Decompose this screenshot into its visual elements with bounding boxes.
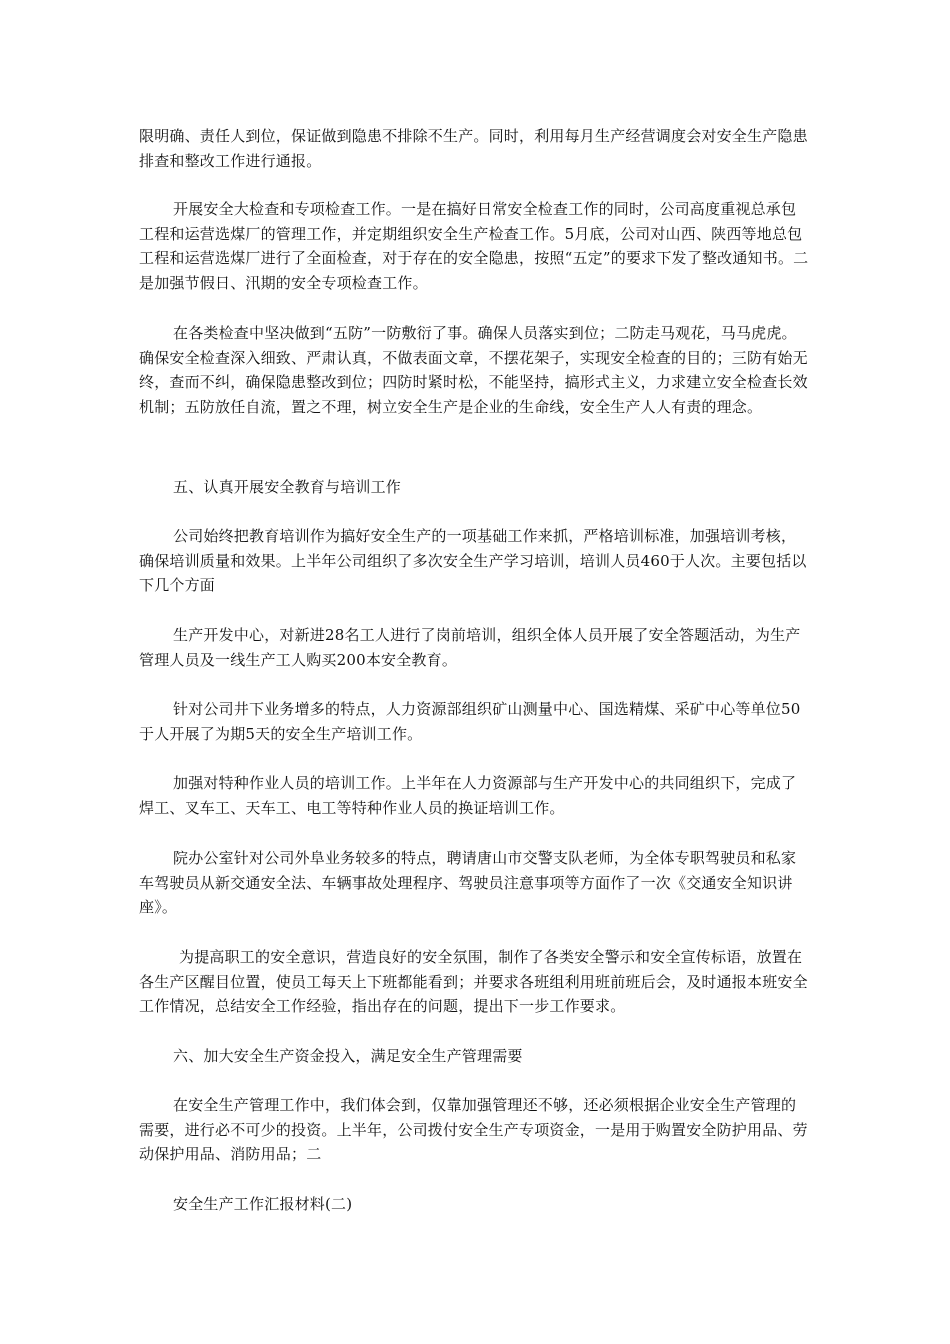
- paragraph-safety-awareness: 为提高职工的安全意识，营造良好的安全氛围，制作了各类安全警示和安全宣传标语，放置在各生产区醒目位置，使员工每天上下班都能看到；并要求各班组利用班前班后会，及时通报本班安全工作情况，总结安全工作经验，指出存在的问题，提出下一步工作要求。: [139, 948, 808, 1015]
- next-document-title: 安全生产工作汇报材料(二): [173, 1195, 353, 1213]
- paragraph-traffic-lecture: 院办公室针对公司外阜业务较多的特点，聘请唐山市交警支队老师，为全体专职驾驶员和私家车驾驶员从新交通安全法、车辆事故处理程序、驾驶员注意事项等方面作了一次《交通安全知识讲座》。: [139, 849, 797, 916]
- paragraph-underground-training: 针对公司井下业务增多的特点，人力资源部组织矿山测量中心、国选精煤、采矿中心等单位50于人开展了为期5天的安全生产培训工作。: [139, 700, 801, 743]
- paragraph-safety-funding: 在安全生产管理工作中，我们体会到，仅靠加强管理还不够，还必须根据企业安全生产管理的需要，进行必不可少的投资。上半年，公司拨付安全生产专项资金，一是用于购置安全防护用品、劳动保护用品、消防用品；二: [139, 1096, 808, 1163]
- paragraph-safety-inspection: 开展安全大检查和专项检查工作。一是在搞好日常安全检查工作的同时，公司高度重视总承包工程和运营选煤厂的管理工作，并定期组织安全生产检查工作。5月底，公司对山西、陕西等地总包工程和运营选煤厂进行了全面检查，对于存在的安全隐患，按照“五定”的要求下发了整改通知书。二是加强节假日、汛期的安全专项检查工作。: [139, 200, 809, 292]
- paragraph-training-overview: 公司始终把教育培训作为搞好安全生产的一项基础工作来抓，严格培训标准，加强培训考核，确保培训质量和效果。上半年公司组织了多次安全生产学习培训，培训人员460于人次。主要包括以下几个方面: [139, 527, 807, 594]
- paragraph-hazard-responsibility: 限明确、责任人到位，保证做到隐患不排除不生产。同时，利用每月生产经营调度会对安全生产隐患排查和整改工作进行通报。: [139, 127, 808, 170]
- paragraph-special-operators: 加强对特种作业人员的培训工作。上半年在人力资源部与生产开发中心的共同组织下，完成了焊工、叉车工、天车工、电工等特种作业人员的换证培训工作。: [139, 774, 797, 817]
- section-heading-five: 五、认真开展安全教育与培训工作: [173, 478, 402, 496]
- section-heading-six: 六、加大安全生产资金投入，满足安全生产管理需要: [173, 1047, 523, 1065]
- paragraph-production-center-training: 生产开发中心，对新进28名工人进行了岗前培训，组织全体人员开展了安全答题活动，为生产管理人员及一线生产工人购买200本安全教育。: [139, 626, 801, 669]
- paragraph-five-preventions: 在各类检查中坚决做到“五防”一防敷衍了事。确保人员落实到位；二防走马观花，马马虎虎。确保安全检查深入细致、严肃认真，不做表面文章，不摆花架子，实现安全检查的目的；三防有始无终，查而不纠，确保隐患整改到位；四防时紧时松，不能坚持，搞形式主义，力求建立安全检查长效机制；五防放任自流，置之不理，树立安全生产是企业的生命线，安全生产人人有责的理念。: [139, 324, 808, 416]
